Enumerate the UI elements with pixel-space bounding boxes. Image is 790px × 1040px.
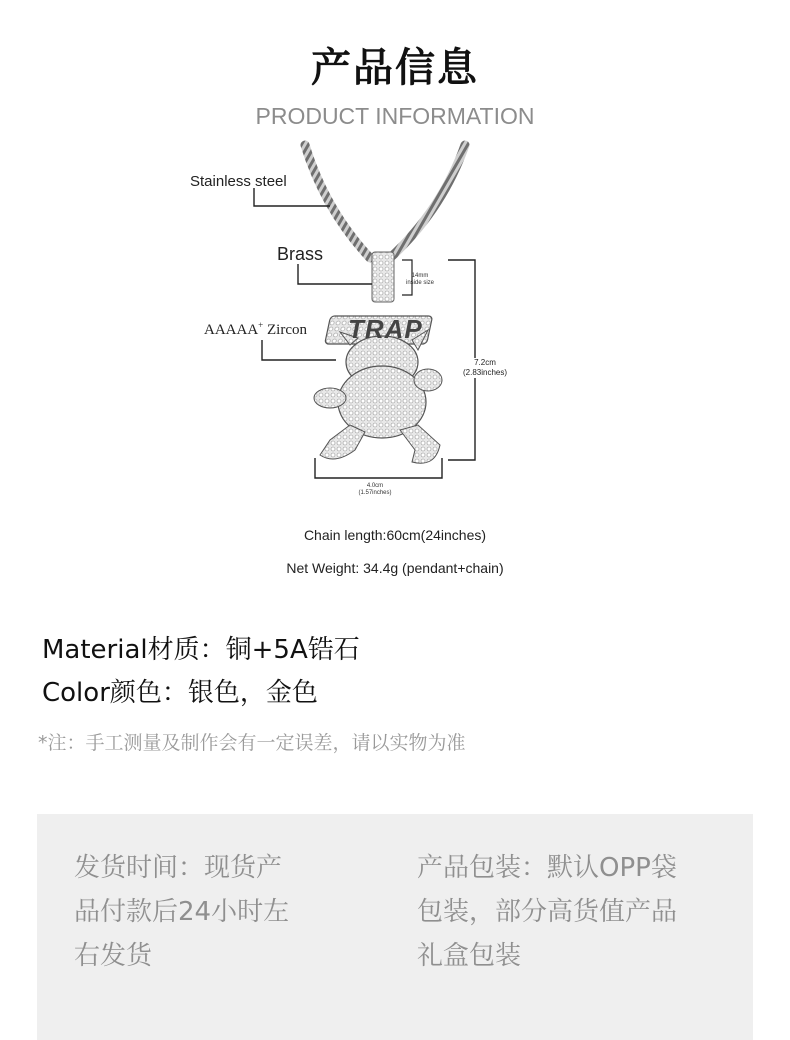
bail-size-value: 14mm (411, 273, 429, 279)
chain-length-caption: Chain length:60cm(24inches) (303, 527, 487, 543)
width-in: (1.57inches) (358, 490, 392, 496)
width-dimension (345, 483, 405, 497)
zircon-grade: AAAAA (204, 322, 259, 338)
material-spec: Material材质：铜+5A锆石 (42, 635, 360, 665)
leader-zircon (262, 340, 336, 360)
color-spec: Color颜色：银色，金色 (42, 678, 318, 708)
shipping-line: 品付款后24小时左 (74, 897, 290, 927)
leader-brass (298, 264, 372, 284)
info-panel (37, 814, 753, 1040)
packaging-line: 包装，部分高货值产品 (417, 897, 678, 927)
height-cm: 7.2cm (474, 358, 496, 367)
height-dimension (450, 358, 520, 378)
width-cm: 4.0cm (366, 483, 384, 489)
packaging-info (417, 846, 737, 978)
packaging-line: 礼盒包装 (417, 941, 522, 971)
label-zircon (204, 320, 307, 339)
chain-right (390, 145, 465, 258)
pendant-text-trap: TRAP (348, 314, 423, 344)
shipping-info (74, 846, 324, 978)
shipping-line: 发货时间：现货产 (74, 853, 283, 883)
bail-size-note: inside size (405, 280, 434, 286)
label-brass: Brass (277, 244, 324, 264)
measurement-note: *注：手工测量及制作会有一定误差，请以实物为准 (38, 732, 466, 754)
pendant-arm-left (314, 388, 346, 408)
pendant-arm-right (414, 369, 442, 391)
bail (372, 252, 394, 302)
page-title: 产品信息 (311, 45, 479, 91)
product-figure (150, 140, 570, 510)
pendant-leg-right (400, 425, 440, 463)
net-weight-caption: Net Weight: 34.4g (pendant+chain) (286, 560, 504, 576)
shipping-line: 右发货 (74, 941, 153, 971)
page-subtitle: PRODUCT INFORMATION (255, 103, 535, 129)
zircon-plus: + (258, 320, 264, 330)
packaging-line: 产品包装：默认OPP袋 (417, 853, 677, 883)
bail-size (400, 273, 440, 287)
height-in: (2.83inches) (462, 368, 508, 377)
zircon-word: Zircon (263, 322, 307, 338)
pendant-leg-left (320, 425, 365, 459)
label-stainless-steel: Stainless steel (190, 173, 287, 190)
chain-left (305, 145, 370, 258)
